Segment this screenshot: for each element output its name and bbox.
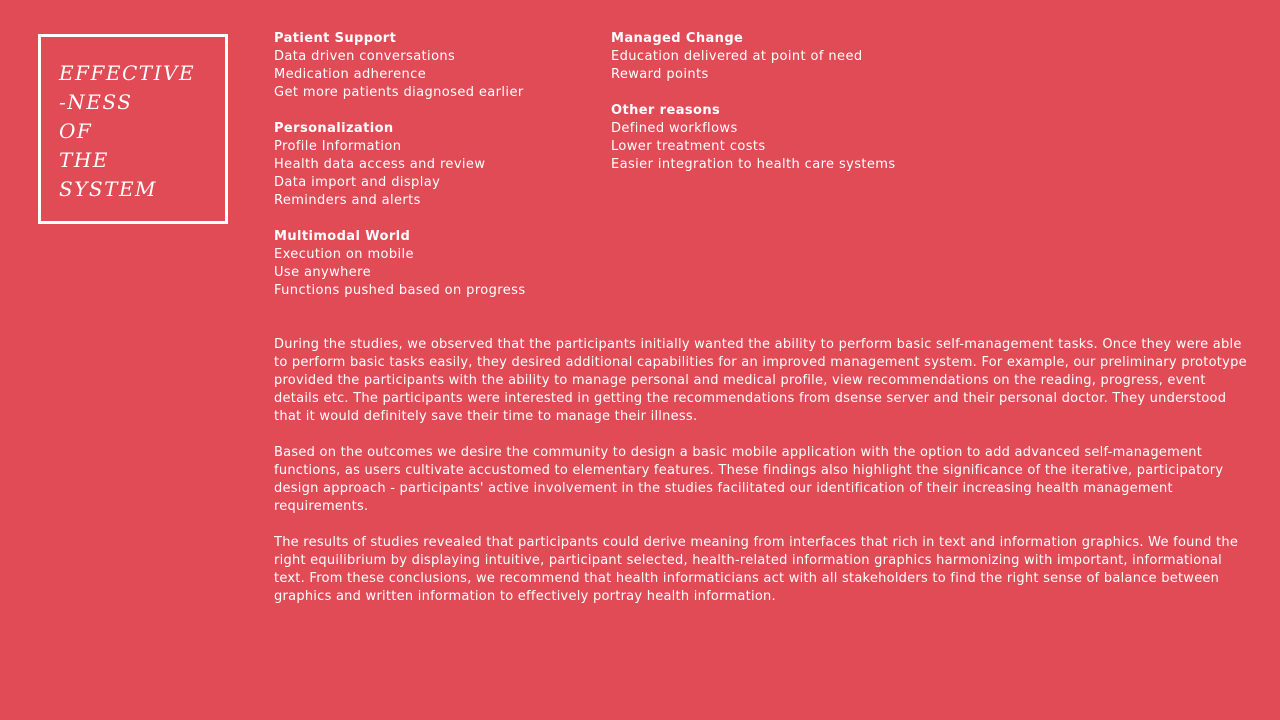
paragraph: During the studies, we observed that the participants initially wanted the ability to perform basic self-management tasks. Once they were able to perform basic tasks easily, they desired additional capabilities for an improved management system. For example, our preliminary prototype provided the participants with the ability to manage personal and medical profile, view recommendations on the reading, progress, event details etc. The participants were interested in getting the recommendations from dsense server and their personal doctor. They understood that it would definitely save their time to manage their illness. xyxy=(274,337,1247,424)
paragraph: Based on the outcomes we desire the community to design a basic mobile application with the option to add advanced self-management functions, as users cultivate accustomed to elementary features. These findings also highlight the significance of the iterative, participatory design approach - participants' active involvement in the studies facilitated our identification of their increasing health management requirements. xyxy=(274,445,1224,514)
feature-section xyxy=(274,120,594,210)
feature-item: Reward points xyxy=(611,67,709,82)
feature-item: Reminders and alerts xyxy=(274,193,421,208)
feature-item: Profile Information xyxy=(274,139,402,154)
title-line: THE xyxy=(59,148,109,172)
feature-section xyxy=(611,30,1031,84)
right-feature-column xyxy=(611,30,1031,192)
feature-section xyxy=(274,228,594,300)
section-heading: Multimodal World xyxy=(274,229,411,244)
feature-section xyxy=(274,30,594,102)
feature-item: Health data access and review xyxy=(274,157,486,172)
feature-item: Functions pushed based on progress xyxy=(274,283,526,298)
body-text xyxy=(274,336,1254,624)
feature-item: Lower treatment costs xyxy=(611,139,766,154)
section-heading: Patient Support xyxy=(274,31,397,46)
feature-item: Data driven conversations xyxy=(274,49,456,64)
title-box xyxy=(38,34,228,224)
feature-item: Data import and display xyxy=(274,175,441,190)
title-line: EFFECTIVE xyxy=(59,61,196,85)
feature-item: Get more patients diagnosed earlier xyxy=(274,85,524,100)
section-heading: Personalization xyxy=(274,121,394,136)
section-heading: Other reasons xyxy=(611,103,721,118)
feature-item: Easier integration to health care systems xyxy=(611,157,896,172)
title-line: SYSTEM xyxy=(59,177,158,201)
feature-item: Education delivered at point of need xyxy=(611,49,863,64)
feature-section xyxy=(611,102,1031,174)
feature-item: Execution on mobile xyxy=(274,247,414,262)
left-feature-column xyxy=(274,30,594,318)
feature-item: Use anywhere xyxy=(274,265,372,280)
feature-item: Defined workflows xyxy=(611,121,738,136)
title-line: OF xyxy=(59,119,93,143)
feature-item: Medication adherence xyxy=(274,67,427,82)
title-line: -NESS xyxy=(59,90,133,114)
section-heading: Managed Change xyxy=(611,31,744,46)
paragraph: The results of studies revealed that participants could derive meaning from interfaces that rich in text and information graphics. We found the right equilibrium by displaying intuitive, participant selected, health-related information graphics harmonizing with important, informational text. From these conclusions, we recommend that health informaticians act with all stakeholders to find the right sense of balance between graphics and written information to effectively portray health information. xyxy=(274,535,1239,604)
